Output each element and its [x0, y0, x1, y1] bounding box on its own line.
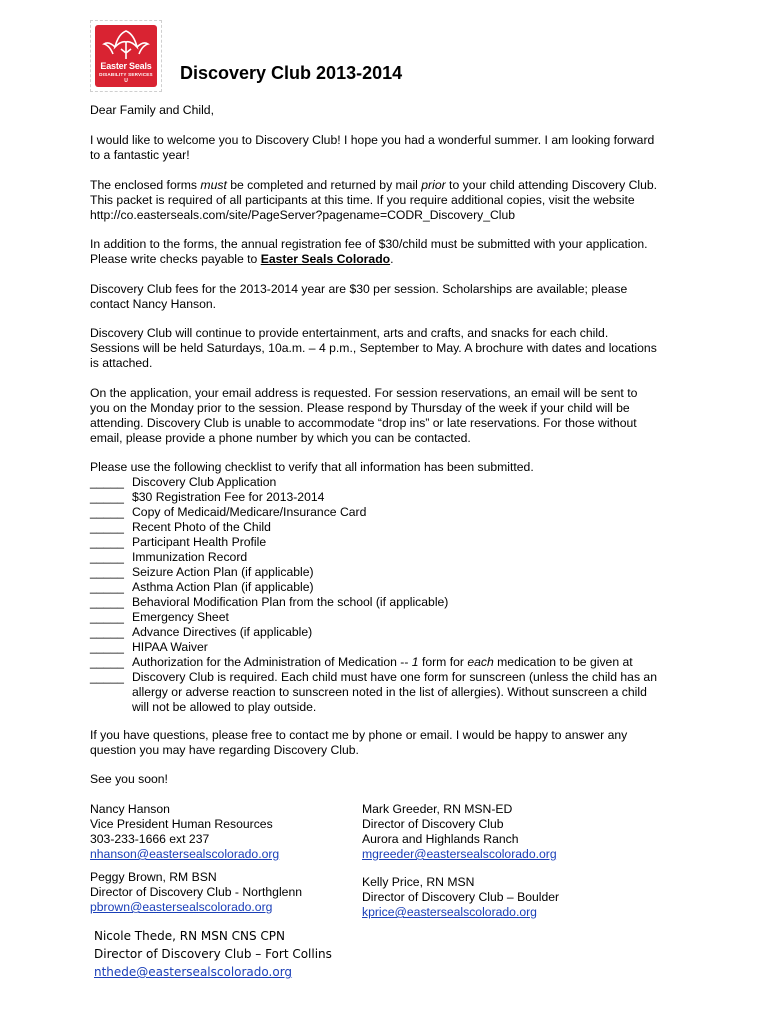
- paragraph-line: to a fantastic year!: [90, 148, 190, 162]
- checklist-item: _____ Emergency Sheet: [90, 610, 229, 624]
- contact-title: Director of Discovery Club: [362, 817, 504, 831]
- checklist-item: _____ Immunization Record: [90, 550, 248, 564]
- checklist-item-continuation: allergy or adverse reaction to sunscreen noted in the list of allergies). Without sunscreen a child: [132, 685, 647, 699]
- fees-paragraph: [90, 282, 710, 312]
- contact-name: Nicole Thede, RN MSN CNS CPN: [94, 929, 285, 943]
- sessions-paragraph: [90, 326, 710, 371]
- contact-title: Vice President Human Resources: [90, 817, 273, 831]
- paragraph-line: contact Nancy Hanson.: [90, 297, 217, 311]
- paragraph-line: This packet is required of all participants at this time. If you require additional copies, visit the website: [90, 193, 635, 207]
- paragraph-line: attending. Discovery Club is unable to accommodate “drop ins” or late reservations. For those without: [90, 416, 637, 430]
- welcome-paragraph: [90, 133, 710, 163]
- checklist-item-sunscreen: _____ Discovery Club is required. Each child must have one form for sunscreen (unless the child has an: [90, 670, 657, 684]
- contact-nicole: [94, 927, 332, 981]
- contact-kelly: [362, 875, 559, 920]
- contact-title: Director of Discovery Club – Fort Collins: [94, 947, 332, 961]
- contact-name: Mark Greeder, RN MSN-ED: [362, 802, 513, 816]
- checklist-item-continuation: will not be allowed to play outside.: [132, 700, 317, 714]
- checklist-item: _____ Advance Directives (if applicable): [90, 625, 313, 639]
- checklist-item: _____ HIPAA Waiver: [90, 640, 208, 654]
- contact-email-link[interactable]: nthede@eastersealscolorado.org: [94, 965, 293, 979]
- payee-name: Easter Seals Colorado: [260, 252, 391, 266]
- page-title: Discovery Club 2013-2014: [180, 63, 403, 83]
- contact-name: Peggy Brown, RM BSN: [90, 870, 217, 884]
- logo-tagline: DISABILITY SERVICES: [99, 72, 153, 77]
- paragraph-line: In addition to the forms, the annual registration fee of $30/child must be submitted with your application.: [90, 237, 648, 251]
- contact-title: Director of Discovery Club – Boulder: [362, 890, 560, 904]
- contact-nancy: [90, 802, 279, 862]
- checklist-item-medication: _____ Authorization for the Administration of Medication -- 1 form for each medication to be given at: [90, 655, 633, 669]
- checklist: [90, 460, 657, 715]
- paragraph-line: Sessions will be held Saturdays, 10a.m. – 4 p.m., September to May. A brochure with dates and locations: [90, 341, 657, 355]
- contact-location: Aurora and Highlands Ranch: [362, 832, 519, 846]
- paragraph-line: Discovery Club will continue to provide entertainment, arts and crafts, and snacks for each child.: [90, 326, 609, 340]
- checklist-item: _____ Copy of Medicaid/Medicare/Insurance Card: [90, 505, 367, 519]
- checklist-item: _____ Asthma Action Plan (if applicable): [90, 580, 314, 594]
- questions-paragraph: [90, 728, 710, 758]
- fee-paragraph: [90, 237, 710, 267]
- contact-title: Director of Discovery Club - Northglenn: [90, 885, 303, 899]
- closing: [90, 772, 710, 787]
- checklist-item: _____ Seizure Action Plan (if applicable): [90, 565, 314, 579]
- paragraph-line: Discovery Club fees for the 2013-2014 year are $30 per session. Scholarships are available; please: [90, 282, 628, 296]
- checklist-item: _____ Behavioral Modification Plan from the school (if applicable): [90, 595, 449, 609]
- website-url: http://co.easterseals.com/site/PageServer?pagename=CODR_Discovery_Club: [90, 208, 516, 222]
- greeting: [90, 103, 710, 118]
- contact-email-link[interactable]: kprice@eastersealscolorado.org: [362, 905, 537, 919]
- paragraph-line: If you have questions, please free to contact me by phone or email. I would be happy to answer any: [90, 728, 628, 742]
- contact-name: Kelly Price, RN MSN: [362, 875, 475, 889]
- paragraph-line: email, please provide a phone number by which you can be contacted.: [90, 431, 471, 445]
- checklist-item: _____ Participant Health Profile: [90, 535, 267, 549]
- contact-mark: [362, 802, 557, 862]
- paragraph-line: Please write checks payable to Easter Seals Colorado.: [90, 252, 394, 266]
- paragraph-line: The enclosed forms must be completed and returned by mail prior to your child attending Discovery Club.: [90, 178, 658, 192]
- greeting-text: Dear Family and Child,: [90, 103, 214, 117]
- logo-mark-letter: U: [124, 78, 128, 84]
- contact-name: Nancy Hanson: [90, 802, 170, 816]
- forms-paragraph: [90, 178, 710, 223]
- contact-phone: 303-233-1666 ext 237: [90, 832, 210, 846]
- contact-email-link[interactable]: mgreeder@eastersealscolorado.org: [362, 847, 557, 861]
- paragraph-line: is attached.: [90, 356, 153, 370]
- easter-seals-logo: [90, 20, 162, 92]
- logo-wordmark: Easter Seals: [100, 61, 152, 71]
- paragraph-line: On the application, your email address is requested. For session reservations, an email will be sent to: [90, 386, 638, 400]
- paragraph-line: you on the Monday prior to the session. Please respond by Thursday of the week if your child will be: [90, 401, 630, 415]
- checklist-item: _____ $30 Registration Fee for 2013-2014: [90, 490, 325, 504]
- checklist-intro: Please use the following checklist to verify that all information has been submitted.: [90, 460, 534, 474]
- contact-email-link[interactable]: nhanson@eastersealscolorado.org: [90, 847, 280, 861]
- contact-peggy: [90, 870, 302, 915]
- application-paragraph: [90, 386, 710, 446]
- closing-text: See you soon!: [90, 772, 168, 786]
- contact-email-link[interactable]: pbrown@eastersealscolorado.org: [90, 900, 273, 914]
- paragraph-line: question you may have regarding Discovery Club.: [90, 743, 359, 757]
- paragraph-line: I would like to welcome you to Discovery Club! I hope you had a wonderful summer. I am looking forward: [90, 133, 655, 147]
- checklist-item: _____ Discovery Club Application: [90, 475, 277, 489]
- lily-icon: [95, 25, 157, 65]
- checklist-item: _____ Recent Photo of the Child: [90, 520, 271, 534]
